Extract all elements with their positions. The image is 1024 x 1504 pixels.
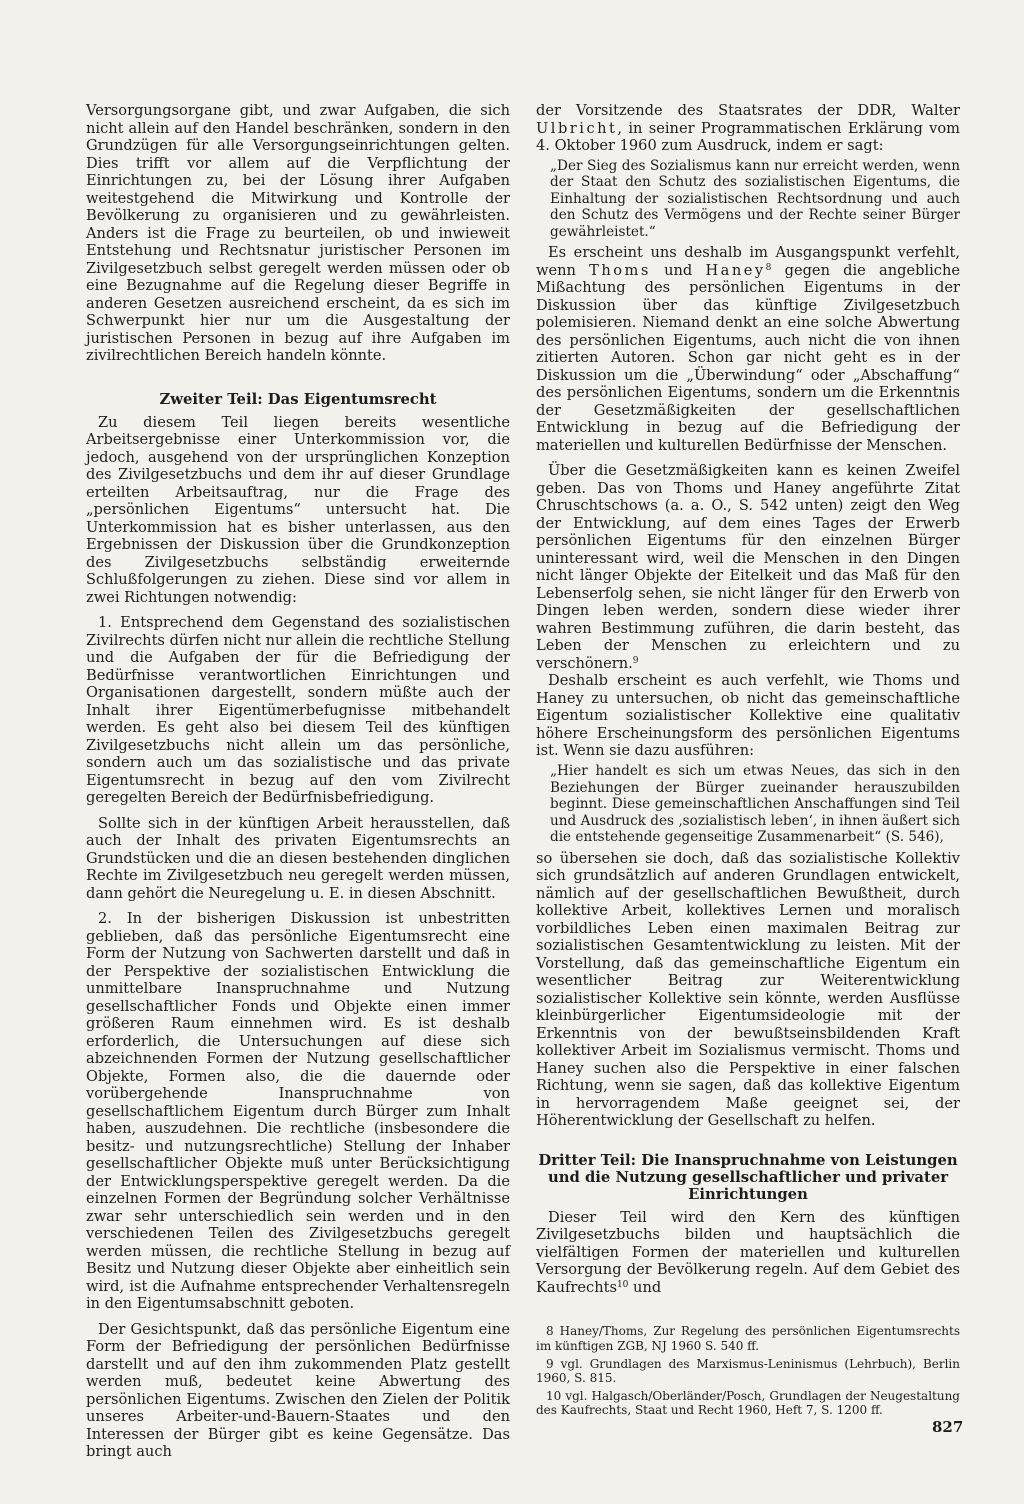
block-quote: „Der Sieg des Sozialismus kann nur erreicht werden, wenn der Staat den Schutz des sozialistischen Eigentums, die Einhaltung der sozialistischen Rechtsordnung und auch den Schutz des Vermögens und der Rechte seiner Bürger gewährleistet.“ [550, 157, 960, 240]
paragraph [536, 1209, 960, 1297]
block-quote: „Hier handelt es sich um etwas Neues, das sich in den Beziehungen der Bürger zueinander herauszubilden beginnt. Diese gemeinschaftlichen Anschaffungen sind Teil und Ausdruck des ‚sozialistisch leben‘, in ihnen äußert sich die entstehende gegenseitige Zusammenarbeit“ (S. 546), [550, 762, 960, 846]
paragraph [536, 462, 960, 672]
paragraph: 1. Entsprechend dem Gegenstand des sozialistischen Zivilrechts dürfen nicht nur allein die rechtliche Stellung und die Aufgaben der für die Befriedigung der Bedürfnisse verantwortlichen Einrichtungen und Organisationen dargestellt, sondern müßte auch der Inhalt ihrer Eigentümerbefugnisse mitbehandelt werden. Es geht also bei diesem Teil des künftigen Zivilgesetzbuchs nicht allein um das persönliche, sondern auch um das sozialistische und das private Eigentumsrecht in bezug auf den vom Zivilrecht geregelten Bereich der Bedürfnisbefriedigung. [86, 614, 510, 806]
footnote: 9 vgl. Grundlagen des Marxismus-Leninismus (Lehrbuch), Berlin 1960, S. 815. [536, 1356, 960, 1386]
footnote-ref: 10 [616, 1279, 629, 1290]
paragraph: Der Gesichtspunkt, daß das persönliche Eigentum eine Form der Befriedigung der persönlichen Bedürfnisse darstellt und auf den ihm zukommenden Platz gestellt werden muß, bedeutet keine Abwertung des persönlichen Eigentums. Zwischen den Zielen der Politik unseres Arbeiter-und-Bauern-Staates und den Interessen der Bürger gibt es keine Gegensätze. Das bringt auch [86, 1320, 510, 1460]
paragraph: so übersehen sie doch, daß das sozialistische Kollektiv sich grundsätzlich auf anderen Grundlagen entwickelt, nämlich auf der gesellschaftlichen Bewußtheit, durch kollektive Arbeit, kollektives Lernen und moralisch vorbildliches Leben einen maximalen Beitrag zur sozialistischen Gesamtentwicklung zu leisten. Mit der Vorstellung, daß das gemeinschaftliche Eigentum ein wesentlicher Beitrag zur Weiterentwicklung sozialistischer Kollektive sein könnte, werden Ausflüsse kleinbürgerlicher Eigentumsideologie mit der Erkenntnis von der bewußtseinsbildenden Kraft kollektiver Arbeit im Sozialismus vermischt. Thoms und Haney suchen also die Perspektive in einer falschen Richtung, wenn sie sagen, daß das kollektive Eigentum in hervorragendem Maße geeignet sei, der Höherentwicklung der Gesellschaft zu helfen. [536, 849, 960, 1130]
paragraph [536, 102, 960, 155]
paragraph: Versorgungsorgane gibt, und zwar Aufgaben, die sich nicht allein auf den Handel beschränken, sondern in den Grundzügen für alle Versorgungseinrichtungen gelten. Dies trifft vor allem auf die Verpflichtung der Einrichtungen zu, bei der Lösung ihrer Aufgaben weitestgehend die Mitwirkung und Kontrolle der Bevölkerung zu organisieren und zu gewährleisten. Anders ist die Frage zu beurteilen, ob und inwieweit Entstehung und Rechtsnatur juristischer Personen im Zivilgesetzbuch selbst geregelt werden müssen oder ob eine Bezugnahme auf die Regelung dieser Begriffe in anderen Gesetzen ausreichend erscheint, da es sich im Schwerpunkt hier nur um die Ausgestaltung der juristischen Personen in bezug auf ihre Aufgaben im zivilrechtlichen Bereich handeln könnte. [86, 102, 510, 364]
footnotes [536, 1324, 960, 1417]
section-heading: Zweiter Teil: Das Eigentumsrecht [159, 390, 437, 408]
text-run: gegen die angebliche Mißachtung des persönlichen Eigentums in der Diskussion über das künftige Zivilgesetzbuch polemisieren. Niemand denkt an eine solche Abwertung des persönlichen Eigentums, auch nicht die von ihnen zitierten Autoren. Schon gar nicht geht es in der Diskussion um die „Überwindung“ oder „Abschaffung“ des persönlichen Eigentums, sondern um die Erkenntnis der Gesetzmäßigkeiten der gesellschaftlichen Entwicklung in bezug auf die Befriedigung der materiellen und kulturellen Bedürfnisse der Menschen. [536, 261, 960, 454]
paragraph: 2. In der bisherigen Diskussion ist unbestritten geblieben, daß das persönliche Eigentumsrecht eine Form der Nutzung von Sachwerten darstellt und daß in der Perspektive der sozialistischen Entwicklung die unmittelbare Inanspruchnahme und Nutzung gesellschaftlicher Fonds und Objekte einen immer größeren Raum einnehmen wird. Es ist deshalb erforderlich, die Untersuchungen auf diese sich abzeichnenden Formen der Nutzung gesellschaftlicher Objekte, Formen also, die die dauernde oder vorübergehende Inanspruchnahme von gesellschaftlichem Eigentum durch Bürger zum Inhalt haben, auszudehnen. Die rechtliche (insbesondere die besitz- und nutzungsrechtliche) Stellung der Inhaber gesellschaftlicher Objekte muß unter Berücksichtigung der Entwicklungsperspektive geregelt werden. Da die einzelnen Formen der Begründung solcher Verhältnisse zwar sehr unterschiedlich sein werden und in den verschiedenen Teilen des Zivilgesetzbuchs geregelt werden müssen, die rechtliche Stellung in bezug auf Besitz und Nutzung dieser Objekte aber einheitlich sein wird, ist die Aufnahme entsprechender Verhaltensregeln in den Eigentumsabschnitt geboten. [86, 910, 510, 1312]
footnote-ref: 9 [632, 655, 639, 666]
author-name: Ulbricht [536, 119, 618, 137]
footnote: 10 vgl. Halgasch/Oberländer/Posch, Grundlagen der Neugestaltung des Kaufrechts, Staat und Recht 1960, Heft 7, S. 1200 ff. [536, 1389, 960, 1418]
text-run: der Vorsitzende des Staatsrates der DDR, Walter [536, 102, 960, 119]
right-column [536, 102, 960, 1422]
left-column [86, 102, 510, 1461]
section-heading: Dritter Teil: Die Inanspruchnahme von Leistungen und die Nutzung gesellschaftlicher und privater Einrichtungen [538, 1151, 958, 1203]
text-run: und [650, 261, 706, 279]
text-run: Über die Gesetzmäßigkeiten kann es keinen Zweifel geben. Das von Thoms und Haney angeführte Zitat Chruschtschows (a. a. O., S. 542 unten) zeigt den Weg der Entwicklung, auf dem eines Tages der Erwerb persönlichen Eigentums für den einzelnen Bürger uninteressant wird, weil die Menschen in den Dingen nicht länger Objekte der Eitelkeit und das Maß für den Lebenserfolg sehen, sie nicht länger für den Erwerb von Dingen leben werden, sondern diese wieder ihrer wahren Bestimmung zuführen, die darin besteht, das Leben der Menschen zu erleichtern und zu verschönern. [536, 462, 960, 672]
paragraph: Sollte sich in der künftigen Arbeit herausstellen, daß auch der Inhalt des privaten Eigentumsrechts an Grundstücken und die an diesen bestehenden dinglichen Rechte im Zivilgesetzbuch neu geregelt werden müssen, dann gehört die Neuregelung u. E. in diesen Abschnitt. [86, 814, 510, 902]
author-name: Thoms [589, 261, 651, 279]
paragraph: Deshalb erscheint es auch verfehlt, wie Thoms und Haney zu untersuchen, ob nicht das gemeinschaftliche Eigentum sozialistischer Kollektive eine qualitativ höhere Erscheinungsform des persönlichen Eigentums ist. Wenn sie dazu ausführen: [536, 672, 960, 760]
paragraph [536, 244, 960, 454]
page-number: 827 [932, 1418, 964, 1436]
footnote: 8 Haney/Thoms, Zur Regelung des persönlichen Eigentumsrechts im künftigen ZGB, NJ 1960 S. 540 ff. [536, 1324, 960, 1353]
author-name: Haney [705, 261, 766, 279]
text-run: , in seiner Programmatischen Erklärung vom 4. Oktober 1960 zum Ausdruck, indem er sagt: [536, 119, 960, 154]
text-run: Es erscheint uns deshalb im Ausgangspunkt verfehlt, wenn [536, 244, 960, 279]
text-run: Dieser Teil wird den Kern des künftigen Zivilgesetzbuchs bilden und hauptsächlich die vielfältigen Formen der materiellen und kulturellen Versorgung der Bevölkerung regeln. Auf dem Gebiet des Kaufrechts [536, 1208, 960, 1296]
text-run: und [628, 1278, 662, 1296]
footnote-ref: 8 [765, 262, 772, 273]
paragraph: Zu diesem Teil liegen bereits wesentliche Arbeitsergebnisse einer Unterkommission vor, die jedoch, ausgehend von der ursprünglichen Konzeption des Zivilgesetzbuchs und dem ihr auf dieser Grundlage erteilten Arbeitsauftrag, nur die Frage des „persönlichen Eigentums“ untersucht hat. Die Unterkommission hat es bisher unterlassen, aus den Ergebnissen der Diskussion über die Grundkonzeption des Zivilgesetzbuchs selbständig erweiternde Schlußfolgerungen zu ziehen. Diese sind vor allem in zwei Richtungen notwendig: [86, 413, 510, 606]
